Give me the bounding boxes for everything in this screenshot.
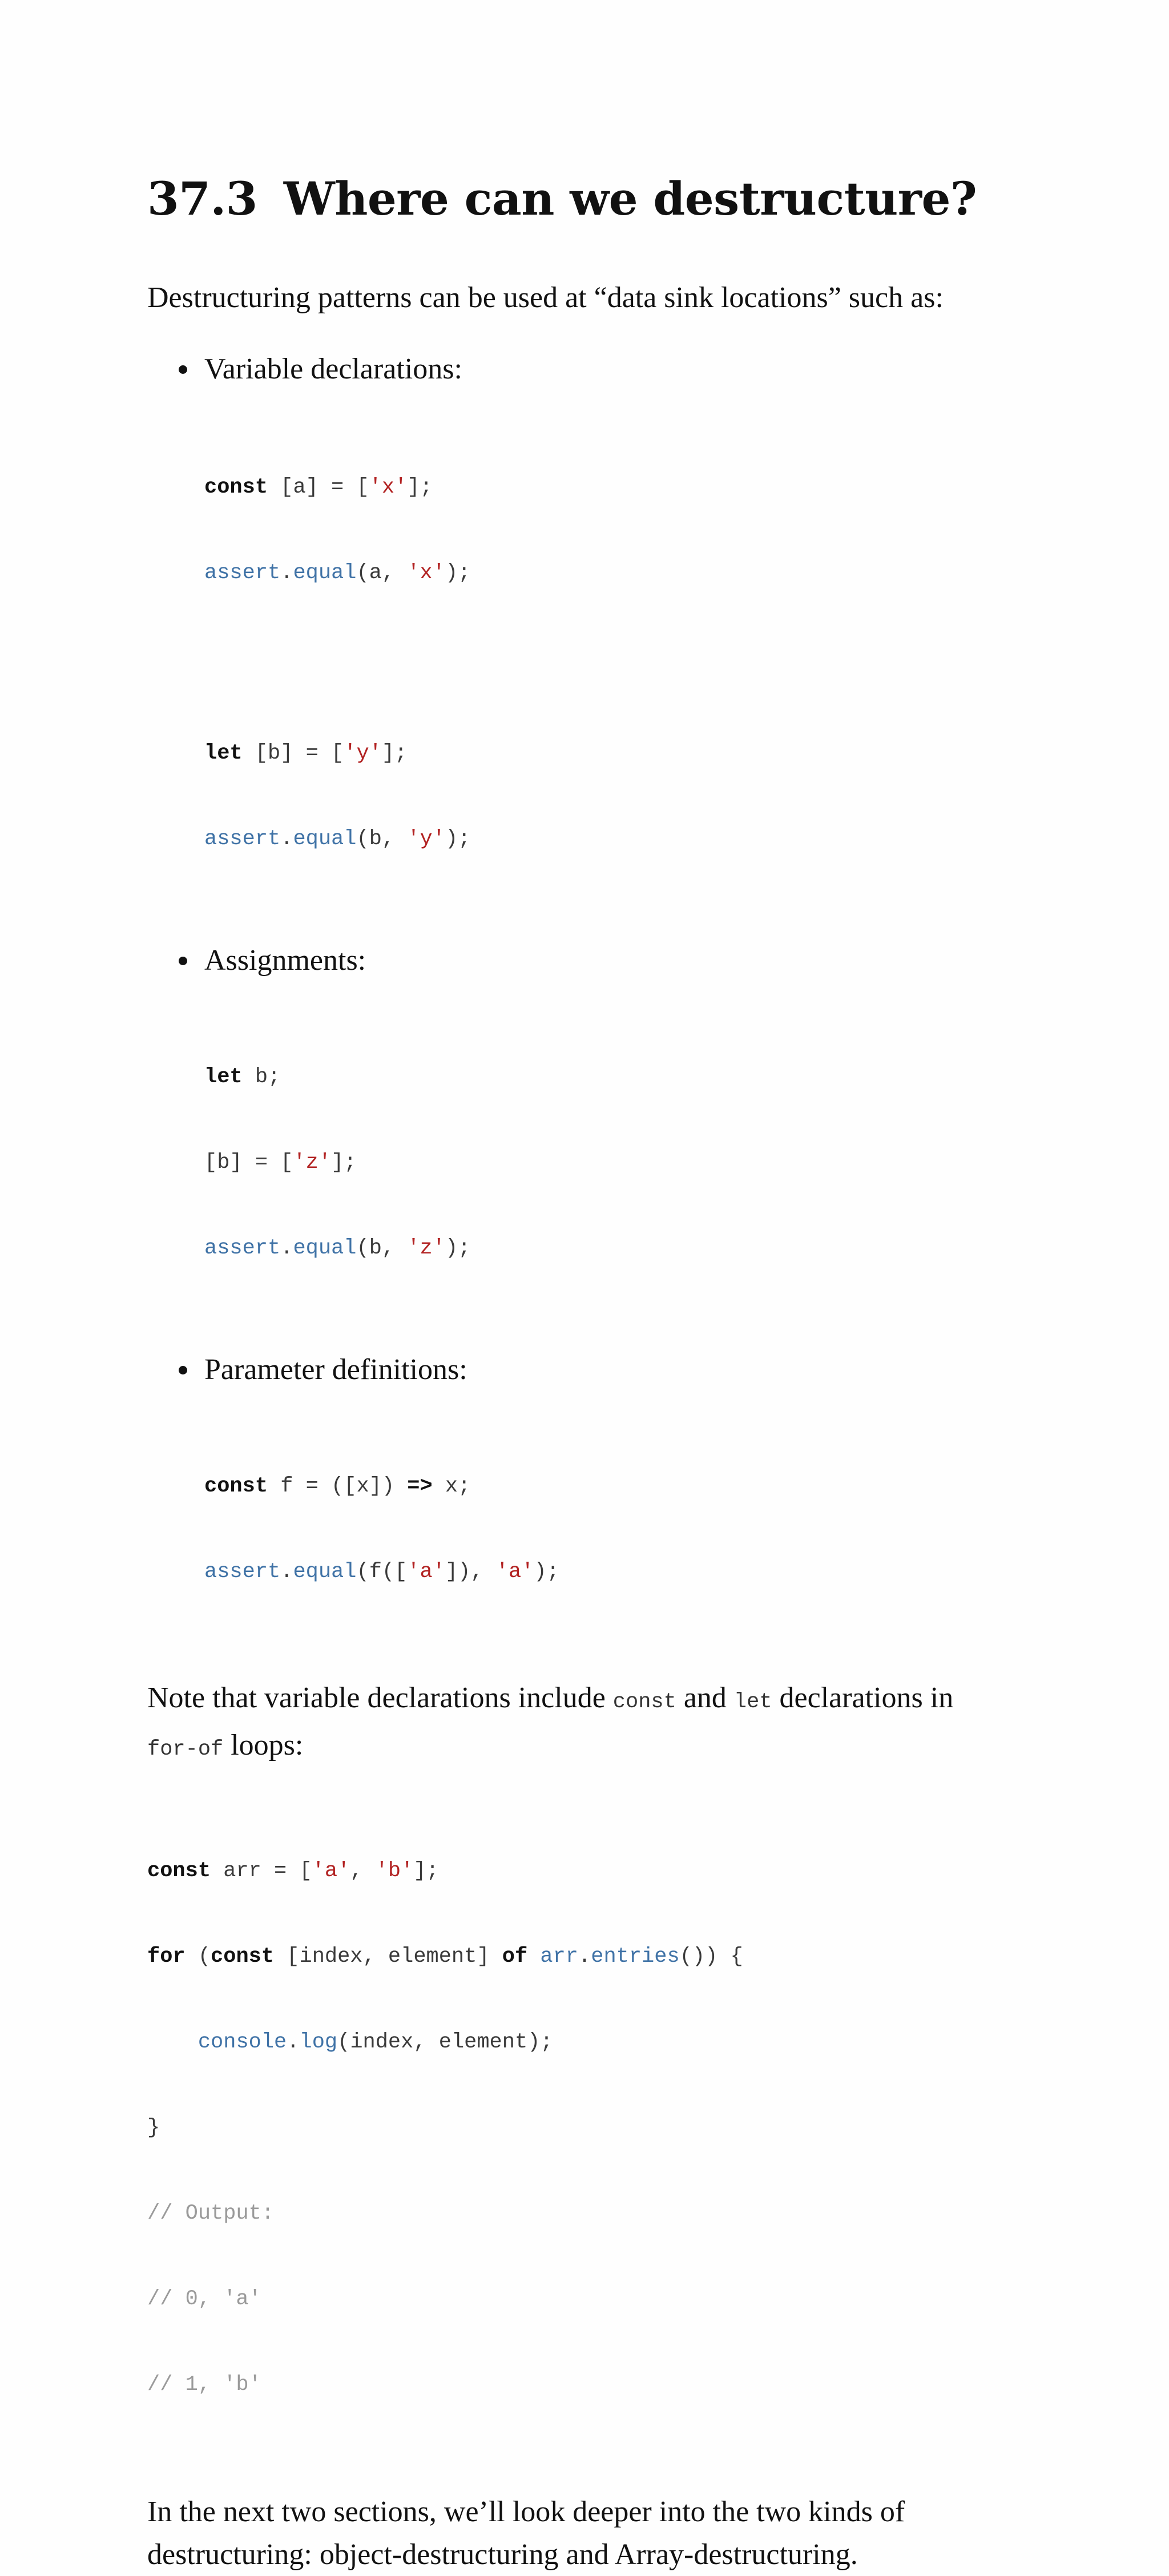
code-keyword: const	[204, 475, 268, 499]
code-text: ];	[413, 1859, 439, 1883]
code-line: }	[147, 2116, 160, 2140]
code-text: x;	[432, 1474, 471, 1498]
code-string: 'a'	[312, 1859, 350, 1883]
code-identifier: console	[197, 2030, 287, 2054]
code-line	[204, 473, 1038, 502]
page-content	[147, 171, 1038, 2576]
code-text: );	[445, 1236, 471, 1260]
code-text: .	[280, 827, 293, 851]
code-line	[147, 1857, 1038, 1885]
code-text: f = ([x])	[268, 1474, 408, 1498]
bullet-label: Parameter definitions:	[204, 1353, 467, 1386]
code-text	[527, 1945, 540, 1969]
note-text: and	[676, 1682, 734, 1714]
code-text: ];	[407, 475, 433, 499]
code-text: b;	[242, 1065, 281, 1089]
code-text: ]),	[445, 1560, 496, 1584]
bullet-assignments	[147, 939, 1038, 1320]
code-text: [b] = [	[204, 1151, 293, 1175]
code-text: ,	[350, 1859, 376, 1883]
bullet-label: Variable declarations:	[204, 353, 462, 385]
code-line	[204, 825, 1038, 853]
code-block-variable-declarations	[204, 416, 1038, 910]
code-line	[204, 1472, 1038, 1501]
code-keyword: let	[204, 741, 243, 765]
code-block-for-of	[147, 1800, 1038, 2456]
code-function: entries	[591, 1945, 680, 1969]
code-arrow: =>	[407, 1474, 433, 1498]
code-string: 'z'	[293, 1151, 332, 1175]
code-keyword: const	[204, 1474, 268, 1498]
code-text: (b,	[356, 1236, 408, 1260]
code-line	[204, 1148, 1038, 1177]
code-text: ];	[331, 1151, 357, 1175]
code-string: 'x'	[407, 561, 445, 585]
code-line	[147, 1942, 1038, 1971]
code-text: );	[445, 827, 471, 851]
code-comment: // 0, 'a'	[147, 2287, 261, 2311]
code-text: (f([	[356, 1560, 408, 1584]
code-string: 'a'	[495, 1560, 534, 1584]
code-text: ];	[381, 741, 408, 765]
code-text: [index, element]	[274, 1945, 502, 1969]
inline-code-let: let	[733, 1690, 772, 1714]
code-text: [a] = [	[268, 475, 369, 499]
code-identifier: assert	[204, 827, 281, 851]
note-text: loops:	[223, 1729, 304, 1761]
code-line	[147, 2028, 1038, 2057]
code-string: 'x'	[369, 475, 408, 499]
note-paragraph	[147, 1676, 1038, 1771]
bullet-parameter-definitions	[147, 1348, 1038, 1643]
code-function: log	[299, 2030, 338, 2054]
code-text: (b,	[356, 827, 408, 851]
bullet-dot	[179, 365, 187, 374]
code-text: );	[534, 1560, 559, 1584]
outro-paragraph: In the next two sections, we’ll look deeper into the two kinds of destructuring: object-destructuring and Array-destructuring.	[147, 2496, 905, 2571]
code-identifier: assert	[204, 561, 281, 585]
code-text: [b] = [	[242, 741, 344, 765]
code-keyword: const	[147, 1859, 211, 1883]
code-identifier: assert	[204, 1560, 281, 1584]
code-string: 'z'	[407, 1236, 445, 1260]
code-function: equal	[293, 561, 357, 585]
code-text: (	[185, 1945, 211, 1969]
code-text: (a,	[356, 561, 408, 585]
intro-paragraph: Destructuring patterns can be used at “data sink locations” such as:	[147, 281, 944, 314]
code-comment: // 1, 'b'	[147, 2373, 261, 2397]
note-text: declarations in	[772, 1682, 954, 1714]
code-text: .	[578, 1945, 591, 1969]
code-keyword: const	[211, 1945, 275, 1969]
bullet-label: Assignments:	[204, 944, 366, 977]
code-text: .	[280, 561, 293, 585]
code-string: 'y'	[344, 741, 382, 765]
section-title: Where can we destructure?	[283, 172, 977, 225]
section-heading	[147, 171, 1038, 240]
code-indent	[147, 2030, 198, 2054]
code-line	[204, 1063, 1038, 1091]
code-function: equal	[293, 827, 357, 851]
bullet-dot	[179, 957, 187, 965]
code-line	[204, 1558, 1038, 1586]
code-function: equal	[293, 1560, 357, 1584]
code-identifier: arr	[540, 1945, 579, 1969]
bullet-variable-declarations	[147, 348, 1038, 910]
code-line	[204, 559, 1038, 587]
code-text: (index, element);	[337, 2030, 553, 2054]
code-text: .	[280, 1560, 293, 1584]
code-string: 'y'	[407, 827, 445, 851]
code-keyword: let	[204, 1065, 243, 1089]
code-block-parameter-definitions	[204, 1415, 1038, 1643]
code-line	[204, 739, 1038, 768]
bullet-dot	[179, 1366, 187, 1374]
code-comment: // Output:	[147, 2202, 275, 2226]
code-text: );	[445, 561, 471, 585]
code-string: 'a'	[407, 1560, 445, 1584]
code-block-assignments	[204, 1006, 1038, 1320]
note-text: Note that variable declarations include	[147, 1682, 613, 1714]
inline-code-const: const	[612, 1690, 676, 1714]
code-text: ()) {	[679, 1945, 743, 1969]
section-number: 37.3	[147, 172, 257, 225]
code-text: .	[280, 1236, 293, 1260]
code-identifier: assert	[204, 1236, 281, 1260]
code-text: .	[287, 2030, 300, 2054]
bullet-list	[147, 348, 1038, 1643]
code-keyword: of	[502, 1945, 528, 1969]
code-string: 'b'	[375, 1859, 414, 1883]
inline-code-for-of: for-of	[147, 1738, 224, 1761]
code-keyword: for	[147, 1945, 186, 1969]
code-line	[204, 1234, 1038, 1263]
code-text: arr = [	[211, 1859, 312, 1883]
code-function: equal	[293, 1236, 357, 1260]
